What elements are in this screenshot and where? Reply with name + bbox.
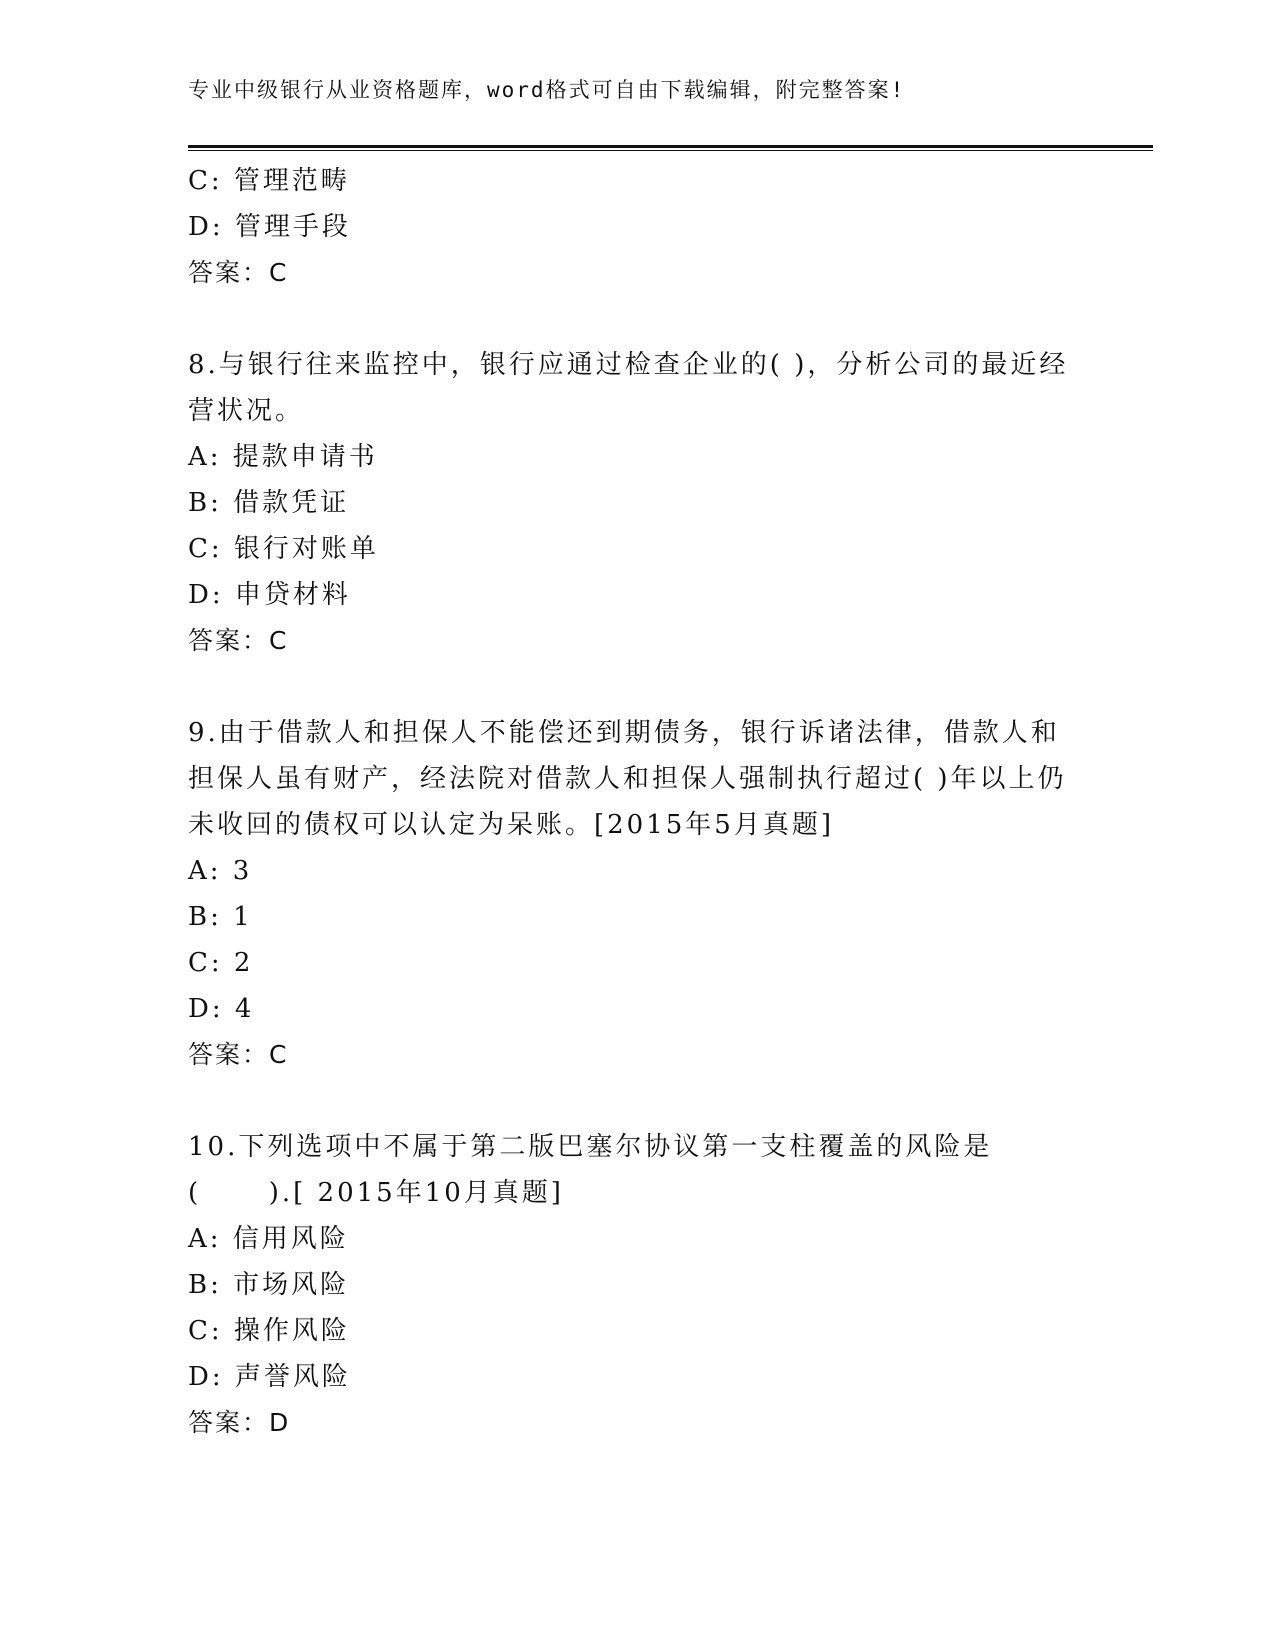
page-header: 专业中级银行从业资格题库，word格式可自由下载编辑，附完整答案!	[188, 78, 906, 102]
question-line: 担保人虽有财产，经法院对借款人和担保人强制执行超过( )年以上仍	[188, 764, 1067, 794]
question-10-text	[188, 1124, 1088, 1216]
header-divider	[188, 145, 1153, 148]
option-a: A: 3	[188, 856, 253, 886]
question-line: 10.下列选项中不属于第二版巴塞尔协议第一支柱覆盖的风险是	[188, 1132, 993, 1162]
option-a: A: 信用风险	[188, 1224, 349, 1254]
option-d: D: 申贷材料	[188, 580, 351, 610]
question-8-text	[188, 342, 1088, 434]
answer-line: 答案：C	[188, 258, 289, 287]
answer-line: 答案：C	[188, 626, 289, 655]
option-c: C: 操作风险	[188, 1316, 350, 1346]
option-d: D: 声誉风险	[188, 1362, 351, 1392]
option-c: C: 银行对账单	[188, 534, 379, 564]
question-content	[188, 158, 1088, 1446]
option-a: A: 提款申请书	[188, 442, 378, 472]
question-line: 9.由于借款人和担保人不能偿还到期债务，银行诉诸法律，借款人和	[188, 718, 1060, 748]
spacer	[188, 296, 1088, 342]
option-b: B: 1	[188, 902, 253, 932]
option-d: D: 4	[188, 994, 255, 1024]
option-c: C: 2	[188, 948, 254, 978]
option-b: B: 市场风险	[188, 1270, 350, 1300]
question-line: 8.与银行往来监控中，银行应通过检查企业的( )，分析公司的最近经	[188, 350, 1069, 380]
question-line: 未收回的债权可以认定为呆账。[2015年5月真题]	[188, 810, 834, 840]
answer-line: 答案：D	[188, 1408, 291, 1437]
option-d: D: 管理手段	[188, 212, 351, 242]
question-line: ( ).[ 2015年10月真题]	[188, 1178, 564, 1208]
header-divider-thin	[188, 150, 1153, 151]
option-b: B: 借款凭证	[188, 488, 350, 518]
question-9-text	[188, 710, 1088, 848]
option-c: C: 管理范畴	[188, 166, 350, 196]
question-line: 营状况。	[188, 396, 305, 426]
spacer	[188, 664, 1088, 710]
spacer	[188, 1078, 1088, 1124]
answer-line: 答案：C	[188, 1040, 289, 1069]
